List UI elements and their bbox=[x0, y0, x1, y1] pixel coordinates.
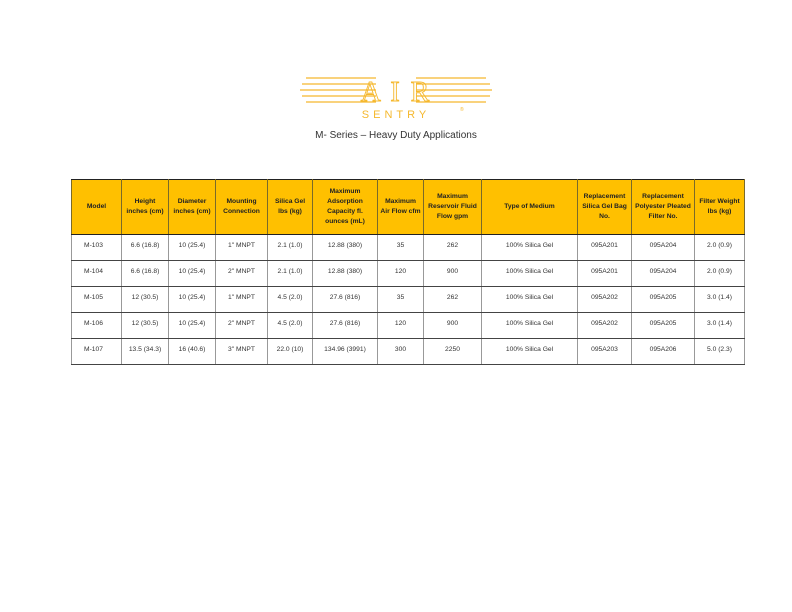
table-cell: 2250 bbox=[424, 339, 482, 365]
table-cell: M-103 bbox=[72, 235, 122, 261]
table-cell: 095A204 bbox=[632, 235, 695, 261]
table-cell: 3.0 (1.4) bbox=[695, 287, 745, 313]
table-cell: 900 bbox=[424, 261, 482, 287]
table-cell: 2.1 (1.0) bbox=[268, 261, 313, 287]
logo-air-text: A I R bbox=[360, 77, 432, 108]
logo-sentry-text: SENTRY bbox=[361, 109, 431, 121]
col-header: Maximum Reservoir Fluid Flow gpm bbox=[424, 180, 482, 235]
table-row bbox=[72, 287, 745, 313]
table-cell: 2.1 (1.0) bbox=[268, 235, 313, 261]
table-cell: 3.0 (1.4) bbox=[695, 313, 745, 339]
table-cell: 095A201 bbox=[578, 261, 632, 287]
table-cell: M-106 bbox=[72, 313, 122, 339]
table-cell: 100% Silica Gel bbox=[482, 235, 578, 261]
air-sentry-logo bbox=[300, 70, 492, 122]
table-cell: 120 bbox=[378, 313, 424, 339]
table-header-row bbox=[72, 180, 745, 235]
table-cell: 35 bbox=[378, 287, 424, 313]
table-cell: 6.6 (16.8) bbox=[122, 235, 169, 261]
col-header: Replacement Polyester Pleated Filter No. bbox=[632, 180, 695, 235]
table-cell: 2.0 (0.9) bbox=[695, 235, 745, 261]
table-cell: 10 (25.4) bbox=[169, 313, 216, 339]
table-cell: 10 (25.4) bbox=[169, 235, 216, 261]
table-cell: 10 (25.4) bbox=[169, 287, 216, 313]
col-header: Replacement Silica Gel Bag No. bbox=[578, 180, 632, 235]
table-cell: M-104 bbox=[72, 261, 122, 287]
table-cell: 095A204 bbox=[632, 261, 695, 287]
table-row bbox=[72, 235, 745, 261]
table-row bbox=[72, 261, 745, 287]
table-cell: 5.0 (2.3) bbox=[695, 339, 745, 365]
air-sentry-logo-graphic bbox=[300, 70, 492, 122]
table-cell: 134.96 (3991) bbox=[313, 339, 378, 365]
table-cell: 2.0 (0.9) bbox=[695, 261, 745, 287]
table-cell: 100% Silica Gel bbox=[482, 313, 578, 339]
table-cell: 262 bbox=[424, 235, 482, 261]
trademark-symbol: ® bbox=[460, 107, 464, 113]
table-cell: 095A203 bbox=[578, 339, 632, 365]
col-header: Silica Gel lbs (kg) bbox=[268, 180, 313, 235]
document-title: M- Series – Heavy Duty Applications bbox=[315, 130, 477, 141]
table-cell: 1" MNPT bbox=[216, 287, 268, 313]
col-header: Filter Weight lbs (kg) bbox=[695, 180, 745, 235]
col-header: Type of Medium bbox=[482, 180, 578, 235]
table-cell: 10 (25.4) bbox=[169, 261, 216, 287]
table-cell: 095A201 bbox=[578, 235, 632, 261]
table-cell: 3" MNPT bbox=[216, 339, 268, 365]
table-cell: 12.88 (380) bbox=[313, 235, 378, 261]
table-cell: 100% Silica Gel bbox=[482, 339, 578, 365]
table-cell: 900 bbox=[424, 313, 482, 339]
table-cell: M-105 bbox=[72, 287, 122, 313]
col-header: Maximum Adsorption Capacity fl. ounces (mL) bbox=[313, 180, 378, 235]
table-cell: 1" MNPT bbox=[216, 235, 268, 261]
table-cell: 12 (30.5) bbox=[122, 287, 169, 313]
col-header: Maximum Air Flow cfm bbox=[378, 180, 424, 235]
table-cell: 120 bbox=[378, 261, 424, 287]
table-cell: 4.5 (2.0) bbox=[268, 313, 313, 339]
table-cell: 22.0 (10) bbox=[268, 339, 313, 365]
table-cell: 4.5 (2.0) bbox=[268, 287, 313, 313]
table-cell: 27.6 (816) bbox=[313, 313, 378, 339]
table-cell: 095A205 bbox=[632, 313, 695, 339]
col-header: Model bbox=[72, 180, 122, 235]
table-cell: 27.6 (816) bbox=[313, 287, 378, 313]
table-cell: 100% Silica Gel bbox=[482, 287, 578, 313]
table-cell: 35 bbox=[378, 235, 424, 261]
table-cell: 16 (40.6) bbox=[169, 339, 216, 365]
table-cell: 2" MNPT bbox=[216, 313, 268, 339]
table-row bbox=[72, 313, 745, 339]
table-cell: 100% Silica Gel bbox=[482, 261, 578, 287]
table-cell: 12 (30.5) bbox=[122, 313, 169, 339]
table-cell: 12.88 (380) bbox=[313, 261, 378, 287]
table-cell: M-107 bbox=[72, 339, 122, 365]
table-cell: 300 bbox=[378, 339, 424, 365]
table-cell: 095A202 bbox=[578, 313, 632, 339]
col-header: Diameter inches (cm) bbox=[169, 180, 216, 235]
table-cell: 6.6 (16.8) bbox=[122, 261, 169, 287]
table-cell: 13.5 (34.3) bbox=[122, 339, 169, 365]
table-cell: 095A202 bbox=[578, 287, 632, 313]
table-cell: 262 bbox=[424, 287, 482, 313]
col-header: Height inches (cm) bbox=[122, 180, 169, 235]
table-row bbox=[72, 339, 745, 365]
table-cell: 095A205 bbox=[632, 287, 695, 313]
col-header: Mounting Connection bbox=[216, 180, 268, 235]
table-cell: 2" MNPT bbox=[216, 261, 268, 287]
table-cell: 095A206 bbox=[632, 339, 695, 365]
spec-table bbox=[71, 179, 745, 365]
